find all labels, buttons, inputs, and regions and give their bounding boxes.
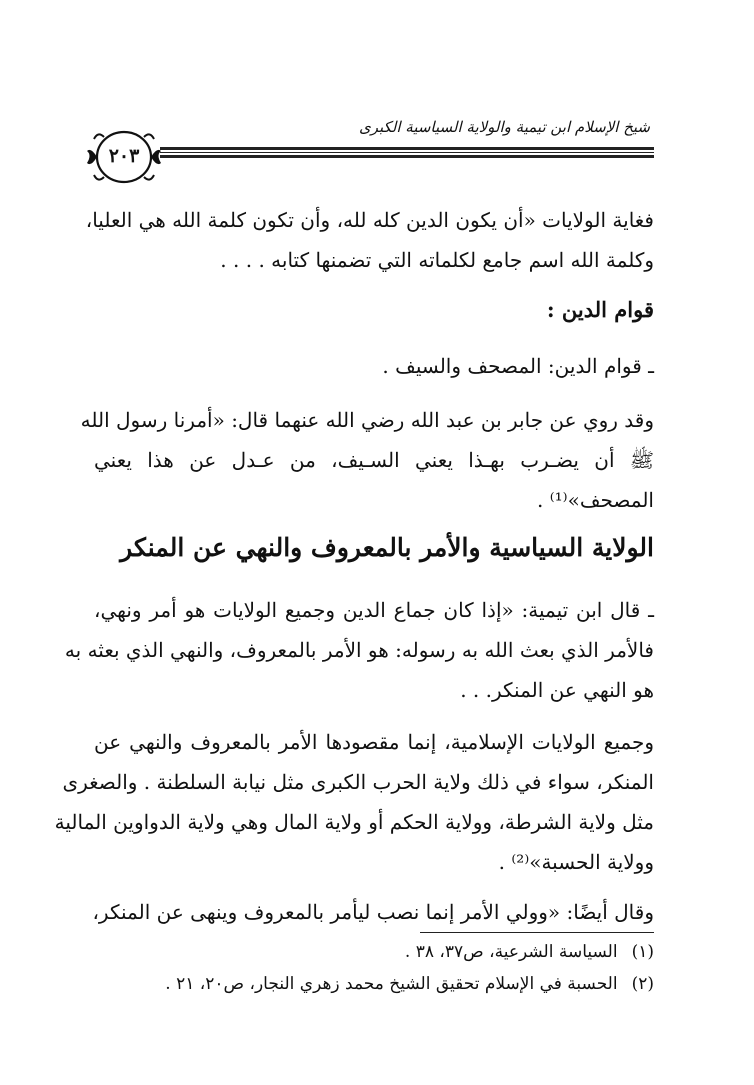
paragraph bbox=[64, 590, 654, 710]
text-line: ـ قال ابن تيمية: «إذا كان جماع الدين وجميع الولايات هو أمر ونهي، bbox=[94, 598, 654, 622]
text-line: المصحف»⁽¹⁾ . bbox=[537, 488, 654, 512]
text-line: وقال أيضًا: «وولي الأمر إنما نصب ليأمر بالمعروف وينهى عن المنكر، bbox=[92, 900, 654, 924]
text-line: وجميع الولايات الإسلامية، إنما مقصودها الأمر بالمعروف والنهي عن bbox=[94, 730, 654, 754]
section-heading: قوام الدين : bbox=[546, 297, 654, 322]
text-line: فالأمر الذي بعث الله به رسوله: هو الأمر بالمعروف، والنهي الذي بعثه به bbox=[64, 638, 654, 662]
footnote-number: (٢) bbox=[631, 974, 654, 994]
paragraph bbox=[80, 400, 654, 520]
text-line: مثل ولاية الشرطة، وولاية الحكم أو ولاية المال وهي ولاية الدواوين المالية bbox=[54, 810, 654, 834]
section-heading: الولاية السياسية والأمر بالمعروف والنهي عن المنكر bbox=[120, 533, 654, 562]
footnote bbox=[405, 942, 654, 962]
text-line: وولاية الحسبة»⁽²⁾ . bbox=[498, 850, 654, 874]
page-number: ٢٠٣ bbox=[108, 145, 140, 167]
text-line: هو النهي عن المنكر. . . bbox=[460, 678, 654, 702]
footnote bbox=[165, 974, 654, 994]
paragraph bbox=[54, 722, 654, 882]
paragraph bbox=[94, 892, 654, 932]
running-title: شيخ الإسلام ابن تيمية والولاية السياسية الكبرى bbox=[358, 118, 650, 136]
paragraph bbox=[85, 200, 654, 280]
paragraph bbox=[94, 346, 654, 386]
text-line: ـ قوام الدين: المصحف والسيف . bbox=[382, 354, 654, 378]
text-line: ﷺ أن يضـرب بهـذا يعني السـيف، من عـدل عن هذا يعني bbox=[94, 448, 654, 472]
footnote-text: الحسبة في الإسلام تحقيق الشيخ محمد زهري النجار، ص٢٠، ٢١ . bbox=[165, 974, 618, 994]
text-line: فغاية الولايات «أن يكون الدين كله لله، وأن تكون كلمة الله هي العليا، bbox=[85, 208, 654, 232]
header-rule bbox=[160, 155, 654, 158]
footnote-text: السياسة الشرعية، ص٣٧، ٣٨ . bbox=[404, 942, 618, 962]
header-rule bbox=[160, 147, 654, 150]
text-line: وكلمة الله اسم جامع لكلماته التي تضمنها كتابه . . . . bbox=[220, 248, 654, 272]
footnote-number: (١) bbox=[631, 942, 654, 962]
page-number-medallion bbox=[84, 125, 164, 189]
footnote-separator bbox=[420, 932, 654, 933]
text-line: المنكر، سواء في ذلك ولاية الحرب الكبرى مثل نيابة السلطنة . والصغرى bbox=[62, 770, 654, 794]
text-line: وقد روي عن جابر بن عبد الله رضي الله عنهما قال: «أمرنا رسول الله bbox=[80, 408, 654, 432]
header-rule bbox=[160, 152, 654, 153]
